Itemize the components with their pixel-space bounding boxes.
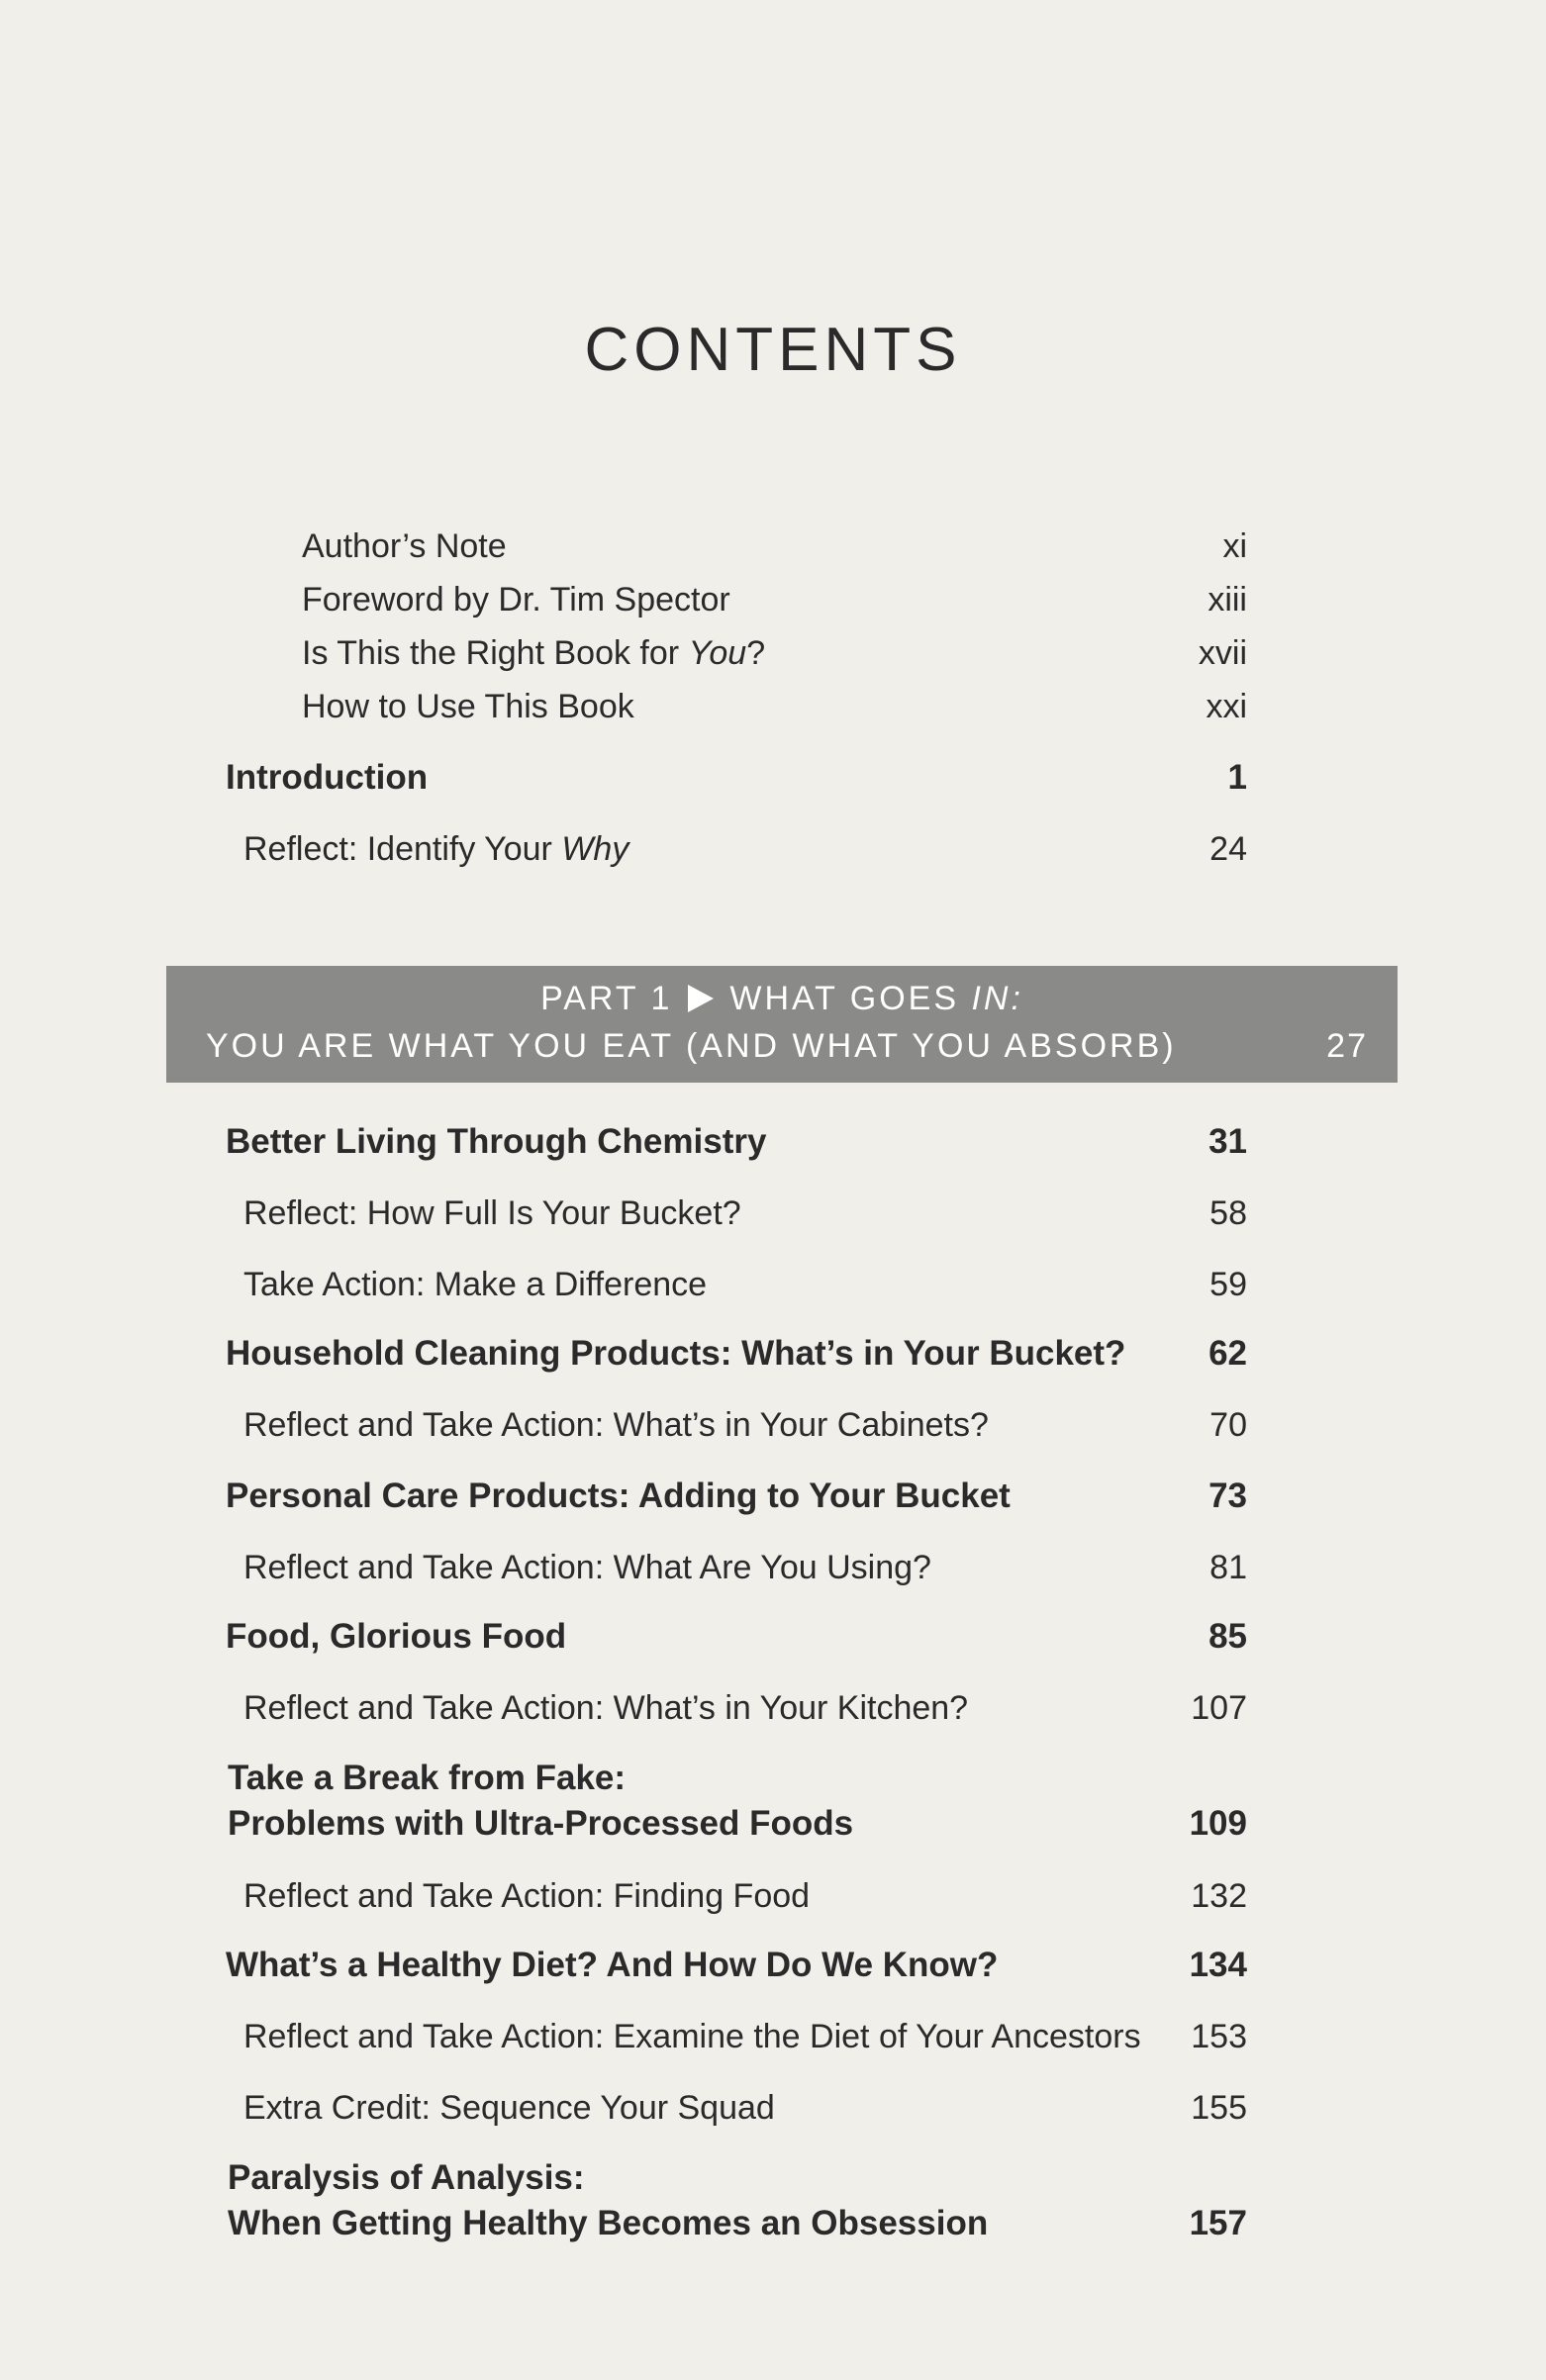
part-1-page: 27 bbox=[1326, 1027, 1368, 1065]
toc-chapter-page: 85 bbox=[1208, 1617, 1247, 1656]
toc-entry-label: Reflect and Take Action: What’s in Your Kitchen? bbox=[243, 1689, 969, 1727]
toc-chapter-page: 109 bbox=[1189, 1804, 1247, 1843]
toc-entry-page: 132 bbox=[1191, 1877, 1247, 1915]
toc-chapter-page: 157 bbox=[1189, 2204, 1247, 2242]
toc-chapter-label bbox=[228, 2155, 988, 2246]
part-1-title-italic: IN: bbox=[971, 980, 1023, 1017]
toc-chapter-label: Better Living Through Chemistry bbox=[226, 1122, 767, 1161]
toc-entry-label: Foreword by Dr. Tim Spector bbox=[302, 581, 730, 619]
toc-entry-label-italic: Why bbox=[561, 830, 629, 868]
toc-chapter-label-line2: Problems with Ultra-Processed Foods bbox=[228, 1804, 854, 1843]
toc-entry-label-text-end: ? bbox=[746, 634, 766, 672]
toc-entry-label-italic: You bbox=[688, 634, 747, 672]
toc-chapter-label: Personal Care Products: Adding to Your Bucket bbox=[226, 1476, 1011, 1515]
toc-chapter-label: Food, Glorious Food bbox=[226, 1617, 567, 1656]
toc-entry-label: Reflect and Take Action: What’s in Your Cabinets? bbox=[243, 1406, 989, 1444]
toc-entry-page: 81 bbox=[1209, 1549, 1247, 1586]
toc-entry-label-text: Reflect: Identify Your bbox=[243, 830, 562, 868]
toc-entry-label bbox=[243, 827, 628, 871]
toc-entry-page: 153 bbox=[1191, 2018, 1247, 2055]
toc-chapter-paralysis[interactable] bbox=[228, 2155, 1247, 2246]
toc-entry-label: Author’s Note bbox=[302, 527, 507, 565]
toc-entry-page: 58 bbox=[1209, 1194, 1247, 1232]
toc-chapter-label-line2: When Getting Healthy Becomes an Obsession bbox=[228, 2204, 989, 2242]
part-1-title-text: WHAT GOES bbox=[729, 980, 972, 1017]
part-1-banner[interactable] bbox=[166, 966, 1398, 1083]
toc-entry-label: Reflect: How Full Is Your Bucket? bbox=[243, 1194, 741, 1232]
toc-entry-page: 59 bbox=[1209, 1266, 1247, 1303]
toc-entry-page: 70 bbox=[1209, 1406, 1247, 1444]
toc-chapter-break-from-fake[interactable] bbox=[228, 1756, 1247, 1847]
toc-chapter-label-line1: Take a Break from Fake: bbox=[228, 1759, 627, 1797]
toc-chapter-label: Introduction bbox=[226, 758, 429, 797]
toc-entry-label: Reflect and Take Action: Finding Food bbox=[243, 1877, 811, 1915]
toc-chapter-label: Household Cleaning Products: What’s in Your Bucket? bbox=[226, 1334, 1126, 1373]
toc-chapter-page: 73 bbox=[1208, 1476, 1247, 1515]
toc-entry-label: Reflect and Take Action: What Are You Using? bbox=[243, 1549, 931, 1586]
toc-entry-label-text: Is This the Right Book for bbox=[302, 634, 689, 672]
toc-chapter-page: 1 bbox=[1227, 758, 1247, 797]
toc-entry-page: 155 bbox=[1191, 2089, 1247, 2127]
toc-entry-page: 107 bbox=[1191, 1689, 1247, 1727]
play-arrow-icon bbox=[688, 985, 714, 1012]
toc-chapter-label: What’s a Healthy Diet? And How Do We Know? bbox=[226, 1946, 999, 1984]
toc-chapter-page: 62 bbox=[1208, 1334, 1247, 1373]
toc-chapter-page: 31 bbox=[1208, 1122, 1247, 1161]
toc-chapter-page: 134 bbox=[1189, 1946, 1247, 1984]
toc-entry-label: How to Use This Book bbox=[302, 688, 634, 725]
part-1-heading bbox=[166, 980, 1398, 1018]
part-1-subtitle: YOU ARE WHAT YOU EAT (AND WHAT YOU ABSORB) bbox=[206, 1027, 1177, 1065]
toc-entry-page: xxi bbox=[1206, 688, 1247, 725]
page-title: CONTENTS bbox=[584, 316, 962, 384]
toc-entry-page: xi bbox=[1222, 527, 1247, 565]
toc-entry-label: Extra Credit: Sequence Your Squad bbox=[243, 2089, 775, 2127]
toc-chapter-label bbox=[228, 1756, 853, 1847]
part-1-number: PART 1 bbox=[540, 980, 673, 1017]
toc-entry-page: xvii bbox=[1198, 634, 1247, 672]
toc-chapter-label-line1: Paralysis of Analysis: bbox=[228, 2158, 585, 2197]
toc-entry-page: 24 bbox=[1209, 830, 1247, 868]
toc-entry-page: xiii bbox=[1208, 581, 1247, 619]
toc-entry-label bbox=[302, 631, 765, 675]
toc-entry-label: Reflect and Take Action: Examine the Diet of Your Ancestors bbox=[243, 2018, 1141, 2055]
toc-entry-label: Take Action: Make a Difference bbox=[243, 1266, 708, 1303]
